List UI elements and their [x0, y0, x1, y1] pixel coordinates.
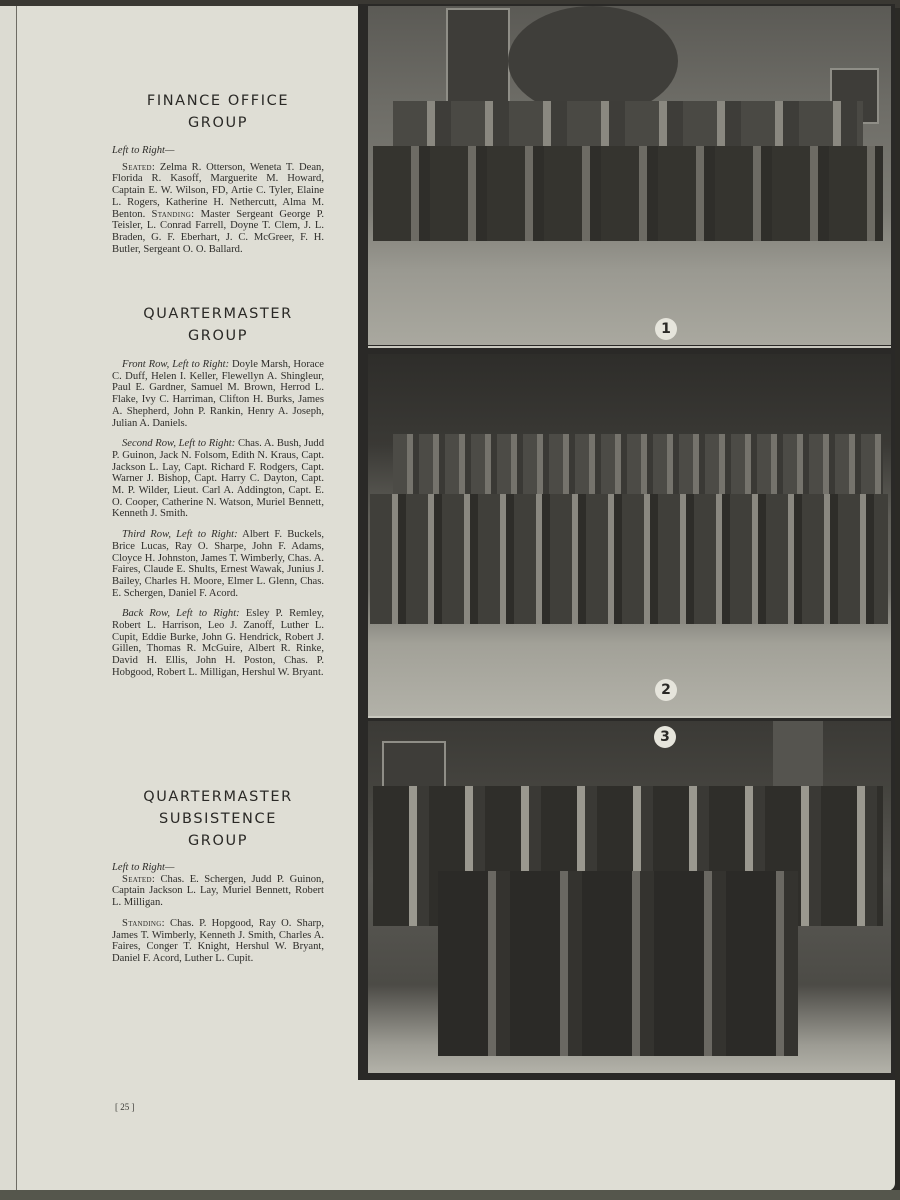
caption-intro: Left to Right—: [112, 862, 175, 873]
caption-text: Chas. E. Schergen, Judd P. Guinon, Captain Jackson L. Lay, Muriel Bennett, Robert L. Milligan.: [112, 873, 324, 909]
caption-lead: Seated:: [122, 161, 156, 173]
facing-page-edge: [0, 6, 17, 1192]
caption-paragraph: [112, 162, 324, 256]
heading-line: SUBSISTENCE: [159, 811, 277, 827]
photo-frame: [358, 4, 895, 1080]
caption-text: Chas. A. Bush, Judd P. Guinon, Jack N. Folsom, Edith N. Kraus, Capt. Jackson L. Lay, Capt. Richard F. Rodgers, Capt. Warner J. Bishop, Capt. Harry C. Dayton, Capt. M. P. Wilder, Lieut. Carl A. Addington, Capt. E. O. Cooper, Catherine N. Watson, Muriel Bennett, Kenneth J. Smith.: [112, 438, 324, 520]
caption-text: Doyle Marsh, Horace C. Duff, Helen I. Keller, Flewellyn A. Shingleur, Paul E. Gardner, Samuel M. Brown, Herrod L. Flake, Ivy C. Harriman, Clifton H. Burks, James A. Shepherd, John P. Rankin, Henry A. Joseph, Julian A. Daniels.: [112, 359, 324, 429]
caption-paragraph: [112, 918, 324, 965]
caption-text: Zelma R. Otterson, Weneta T. Dean, Florida R. Kasoff, Marguerite M. Howard, Captain E. W. Wilson, FD, Artie C. Tyler, Elaine L. Rogers, Katherine H. Nethercutt, Alma M. Benton.: [112, 161, 324, 220]
section-heading: [112, 90, 324, 134]
caption-text: Albert F. Buckels, Brice Lucas, Ray O. Sharpe, John F. Adams, Cloyce H. Johnston, James T. Wimberly, Chas. A. Faires, Claude E. Shults, Ernest Wawak, Junius J. Bailey, Charles H. Moore, Elmer L. Glenn, Chas. E. Schergen, Daniel F. Acord.: [112, 529, 324, 599]
caption-lead: Front Row, Left to Right:: [122, 359, 230, 370]
caption-text: Chas. P. Hopgood, Ray O. Sharp, James T. Wimberly, Kenneth J. Smith, Charles A. Faires, Conger T. Knight, Hershul W. Bryant, Daniel F. Acord, Luther L. Cupit.: [112, 917, 324, 964]
seated-row: [373, 146, 883, 241]
section-heading: [112, 303, 324, 347]
heading-line: GROUP: [187, 328, 249, 344]
caption-intro: Left to Right—: [112, 145, 175, 156]
caption-paragraph: [112, 438, 324, 520]
caption-paragraph: [112, 529, 324, 599]
caption-lead: Seated:: [122, 873, 156, 885]
caption-paragraph: [112, 874, 324, 909]
yearbook-page: [17, 6, 895, 1191]
building-window: [446, 8, 510, 107]
quartermaster-subsistence-section: [112, 786, 324, 965]
caption-text: Master Sergeant George P. Teisler, L. Conrad Farrell, Doyne T. Clem, J. L. Braden, G. F. Eberhart, J. C. McGreer, F. H. Butler, Sergeant O. O. Ballard.: [112, 208, 324, 255]
group-photo-3: [368, 721, 891, 1073]
page-number: [ 25 ]: [115, 1102, 135, 1112]
quartermaster-section: [112, 303, 324, 679]
heading-line: GROUP: [187, 833, 249, 849]
tree: [508, 6, 678, 116]
heading-line: QUARTERMASTER: [143, 306, 293, 322]
caption-lead: Standing:: [122, 917, 165, 929]
seated-row: [438, 871, 798, 1056]
caption-text: Esley P. Remley, Robert L. Harrison, Leo J. Zanoff, Luther L. Cupit, Eddie Burke, John G. Hendrick, Robert J. Gillen, Thomas R. McGuire, Albert R. Rinke, David H. Ellis, John H. Poston, Chas. P. Hobgood, Robert L. Milligan, Hershul W. Bryant.: [112, 608, 324, 678]
heading-line: QUARTERMASTER: [143, 789, 293, 805]
group-photo-2: [368, 354, 891, 716]
caption-lead: Back Row, Left to Right:: [122, 608, 240, 620]
caption-lead: Second Row, Left to Right:: [122, 438, 236, 450]
group-photo-1: [368, 6, 891, 345]
caption-lead: Third Row, Left to Right:: [122, 529, 238, 541]
scan-bottom-edge: [0, 1190, 900, 1200]
front-rows: [370, 494, 888, 624]
section-heading: [112, 786, 324, 852]
heading-line: GROUP: [187, 115, 249, 131]
caption-lead: Standing:: [151, 208, 195, 220]
photo-number-badge: 1: [655, 318, 677, 340]
caption-paragraph: [112, 608, 324, 678]
photo-divider: [368, 716, 891, 718]
heading-line: FINANCE OFFICE: [146, 93, 290, 109]
photo-number-badge: 2: [655, 679, 677, 701]
photo-divider: [368, 346, 891, 348]
caption-paragraph: [112, 359, 324, 429]
photo-number-badge: 3: [654, 726, 676, 748]
finance-office-section: [112, 90, 324, 255]
